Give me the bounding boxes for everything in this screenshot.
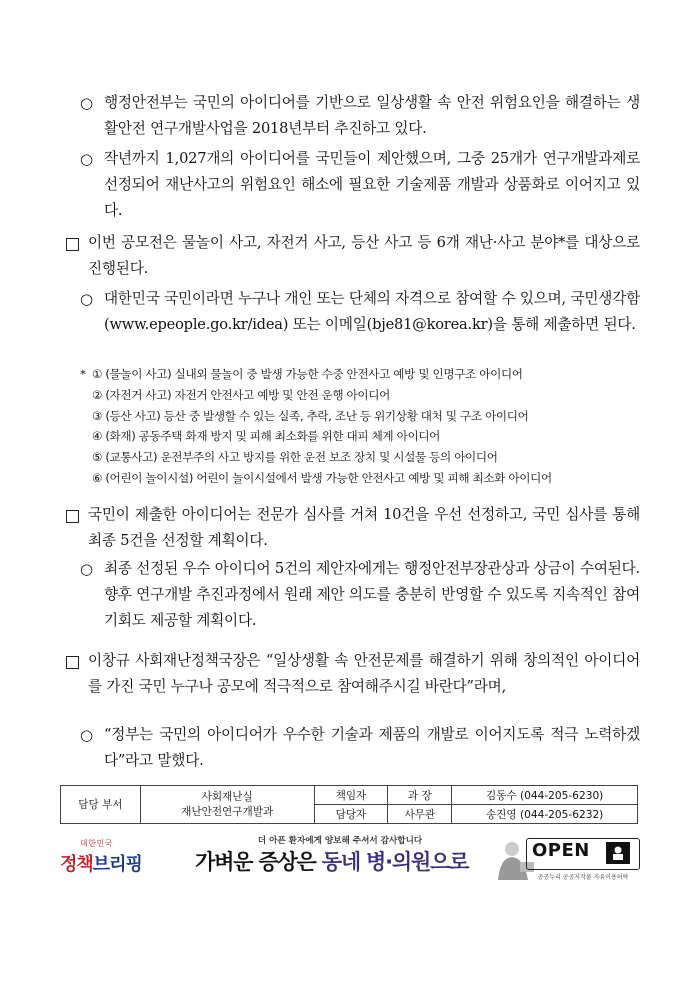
square-bullet-icon: [66, 510, 79, 523]
paragraph-text: 국민이 제출한 아이디어는 전문가 심사를 거쳐 10건을 우선 선정하고, 국민 심사를 통해 최종 5건을 선정할 계획이다.: [88, 506, 640, 549]
paragraph-2: [80, 146, 640, 224]
circle-bullet: ○: [80, 94, 93, 112]
dept-line-1: 사회재난실: [201, 790, 253, 803]
category-notes: [80, 364, 640, 489]
attribution-badge-icon: [606, 842, 630, 864]
banner-subtitle: 더 아픈 환자에게 양보해 주셔서 감사합니다: [257, 836, 423, 846]
campaign-banner: [190, 832, 550, 887]
person-cell: 김동수 (044-205-6230): [452, 786, 638, 805]
circle-bullet: ○: [80, 290, 93, 308]
logo-caption: 대한민국: [80, 839, 113, 848]
paragraph-8: [80, 722, 640, 774]
role-cell: 책임자: [314, 786, 388, 805]
circle-bullet: ○: [80, 560, 93, 578]
circle-bullet: ○: [80, 150, 93, 168]
paragraph-text: 행정안전부는 국민의 아이디어를 기반으로 일상생활 속 안전 위험요인을 해결하는 생활안전 연구개발사업을 2018년부터 추진하고 있다.: [104, 94, 640, 137]
paragraph-3: [66, 230, 640, 282]
category-item: ② (자전거 사고) 자전거 안전사고 예방 및 안전 운행 아이디어: [92, 387, 390, 402]
paragraph-text: “정부는 국민의 아이디어가 우수한 기술과 제품의 개발로 이어지도록 적극 노력하겠다”라고 말했다.: [104, 726, 640, 769]
logo-wordmark: [60, 850, 142, 876]
category-list: [80, 364, 640, 489]
circle-bullet: ○: [80, 726, 93, 744]
paragraph-4: [80, 286, 640, 338]
banner-slogan: [195, 846, 468, 876]
dept-line-2: 재난안전연구개발과: [181, 805, 274, 818]
paragraph-text: 작년까지 1,027개의 아이디어를 국민들이 제안했으며, 그중 25개가 연구개발과제로 선정되어 재난사고의 위험요인 해소에 필요한 기술제품 개발과 상품화로 이어지고 있다.: [104, 150, 640, 219]
paragraph-text: 최종 선정된 우수 아이디어 5건의 제안자에게는 행정안전부장관상과 상금이 수여된다. 향후 연구개발 추진과정에서 원래 제안 의도를 충분히 반영할 수 있도록 지속적인 참여기회도 제공할 계획이다.: [104, 560, 640, 629]
square-bullet-icon: [66, 238, 79, 251]
paragraph-text: 이번 공모전은 물놀이 사고, 자전거 사고, 등산 사고 등 6개 재난·사고 분야*를 대상으로 진행된다.: [88, 234, 640, 277]
category-item: ⑥ (어린이 놀이시설) 어린이 놀이시설에서 발생 가능한 안전사고 예방 및 피해 최소화 아이디어: [92, 470, 552, 485]
paragraph-6: [80, 556, 640, 634]
category-item: ① (물놀이 사고) 실내외 물놀이 중 발생 가능한 수중 안전사고 예방 및 인명구조 아이디어: [92, 367, 523, 381]
paragraph-text: 이창규 사회재난정책국장은 “일상생활 속 안전문제를 해결하기 위해 창의적인 아이디어를 가진 국민 누구나 공모에 적극적으로 참여해주시길 바란다”라며,: [88, 652, 640, 695]
open-license-mark: [526, 838, 640, 884]
category-item: ④ (화재) 공동주택 화재 방지 및 피해 최소화를 위한 대피 체계 아이디어: [92, 429, 441, 444]
paragraph-5: [66, 502, 640, 554]
open-logo-text: OPEN: [532, 840, 590, 861]
dept-label: 담당 부서: [61, 786, 141, 824]
slogan-part-2: 동네 병·의원으로: [321, 850, 469, 874]
contact-table: [60, 785, 638, 824]
paragraph-text: 대한민국 국민이라면 누구나 개인 또는 단체의 자격으로 참여할 수 있으며, 국민생각함(www.epeople.go.kr/idea) 또는 이메일(bje81@korea.kr)을 통해 제출하면 된다.: [104, 290, 640, 333]
paragraph-1: [80, 90, 640, 142]
role-cell: 담당자: [314, 805, 388, 824]
category-item: ⑤ (교통사고) 운전부주의 사고 방지를 위한 운전 보조 장치 및 시설물 등의 아이디어: [92, 450, 498, 465]
note-asterisk: *: [80, 367, 86, 381]
footer-banner: [60, 832, 640, 887]
logo-word-2: 브리핑: [92, 854, 142, 875]
paragraph-7: [66, 648, 640, 700]
logo-word-1: 정책: [60, 854, 93, 875]
dept-name: [140, 786, 314, 824]
open-license-caption: 공공누리 공공저작물 자유이용허락: [537, 874, 629, 881]
slogan-part-1: 가벼운 증상은: [195, 850, 322, 874]
policy-briefing-logo: [60, 838, 152, 884]
title-cell: 사무관: [388, 805, 452, 824]
square-bullet-icon: [66, 656, 79, 669]
category-item: ③ (등산 사고) 등산 중 발생할 수 있는 실족, 추락, 조난 등 위기상황 대처 및 구조 아이디어: [92, 408, 529, 423]
person-cell: 송진영 (044-205-6232): [452, 805, 638, 824]
title-cell: 과 장: [388, 786, 452, 805]
